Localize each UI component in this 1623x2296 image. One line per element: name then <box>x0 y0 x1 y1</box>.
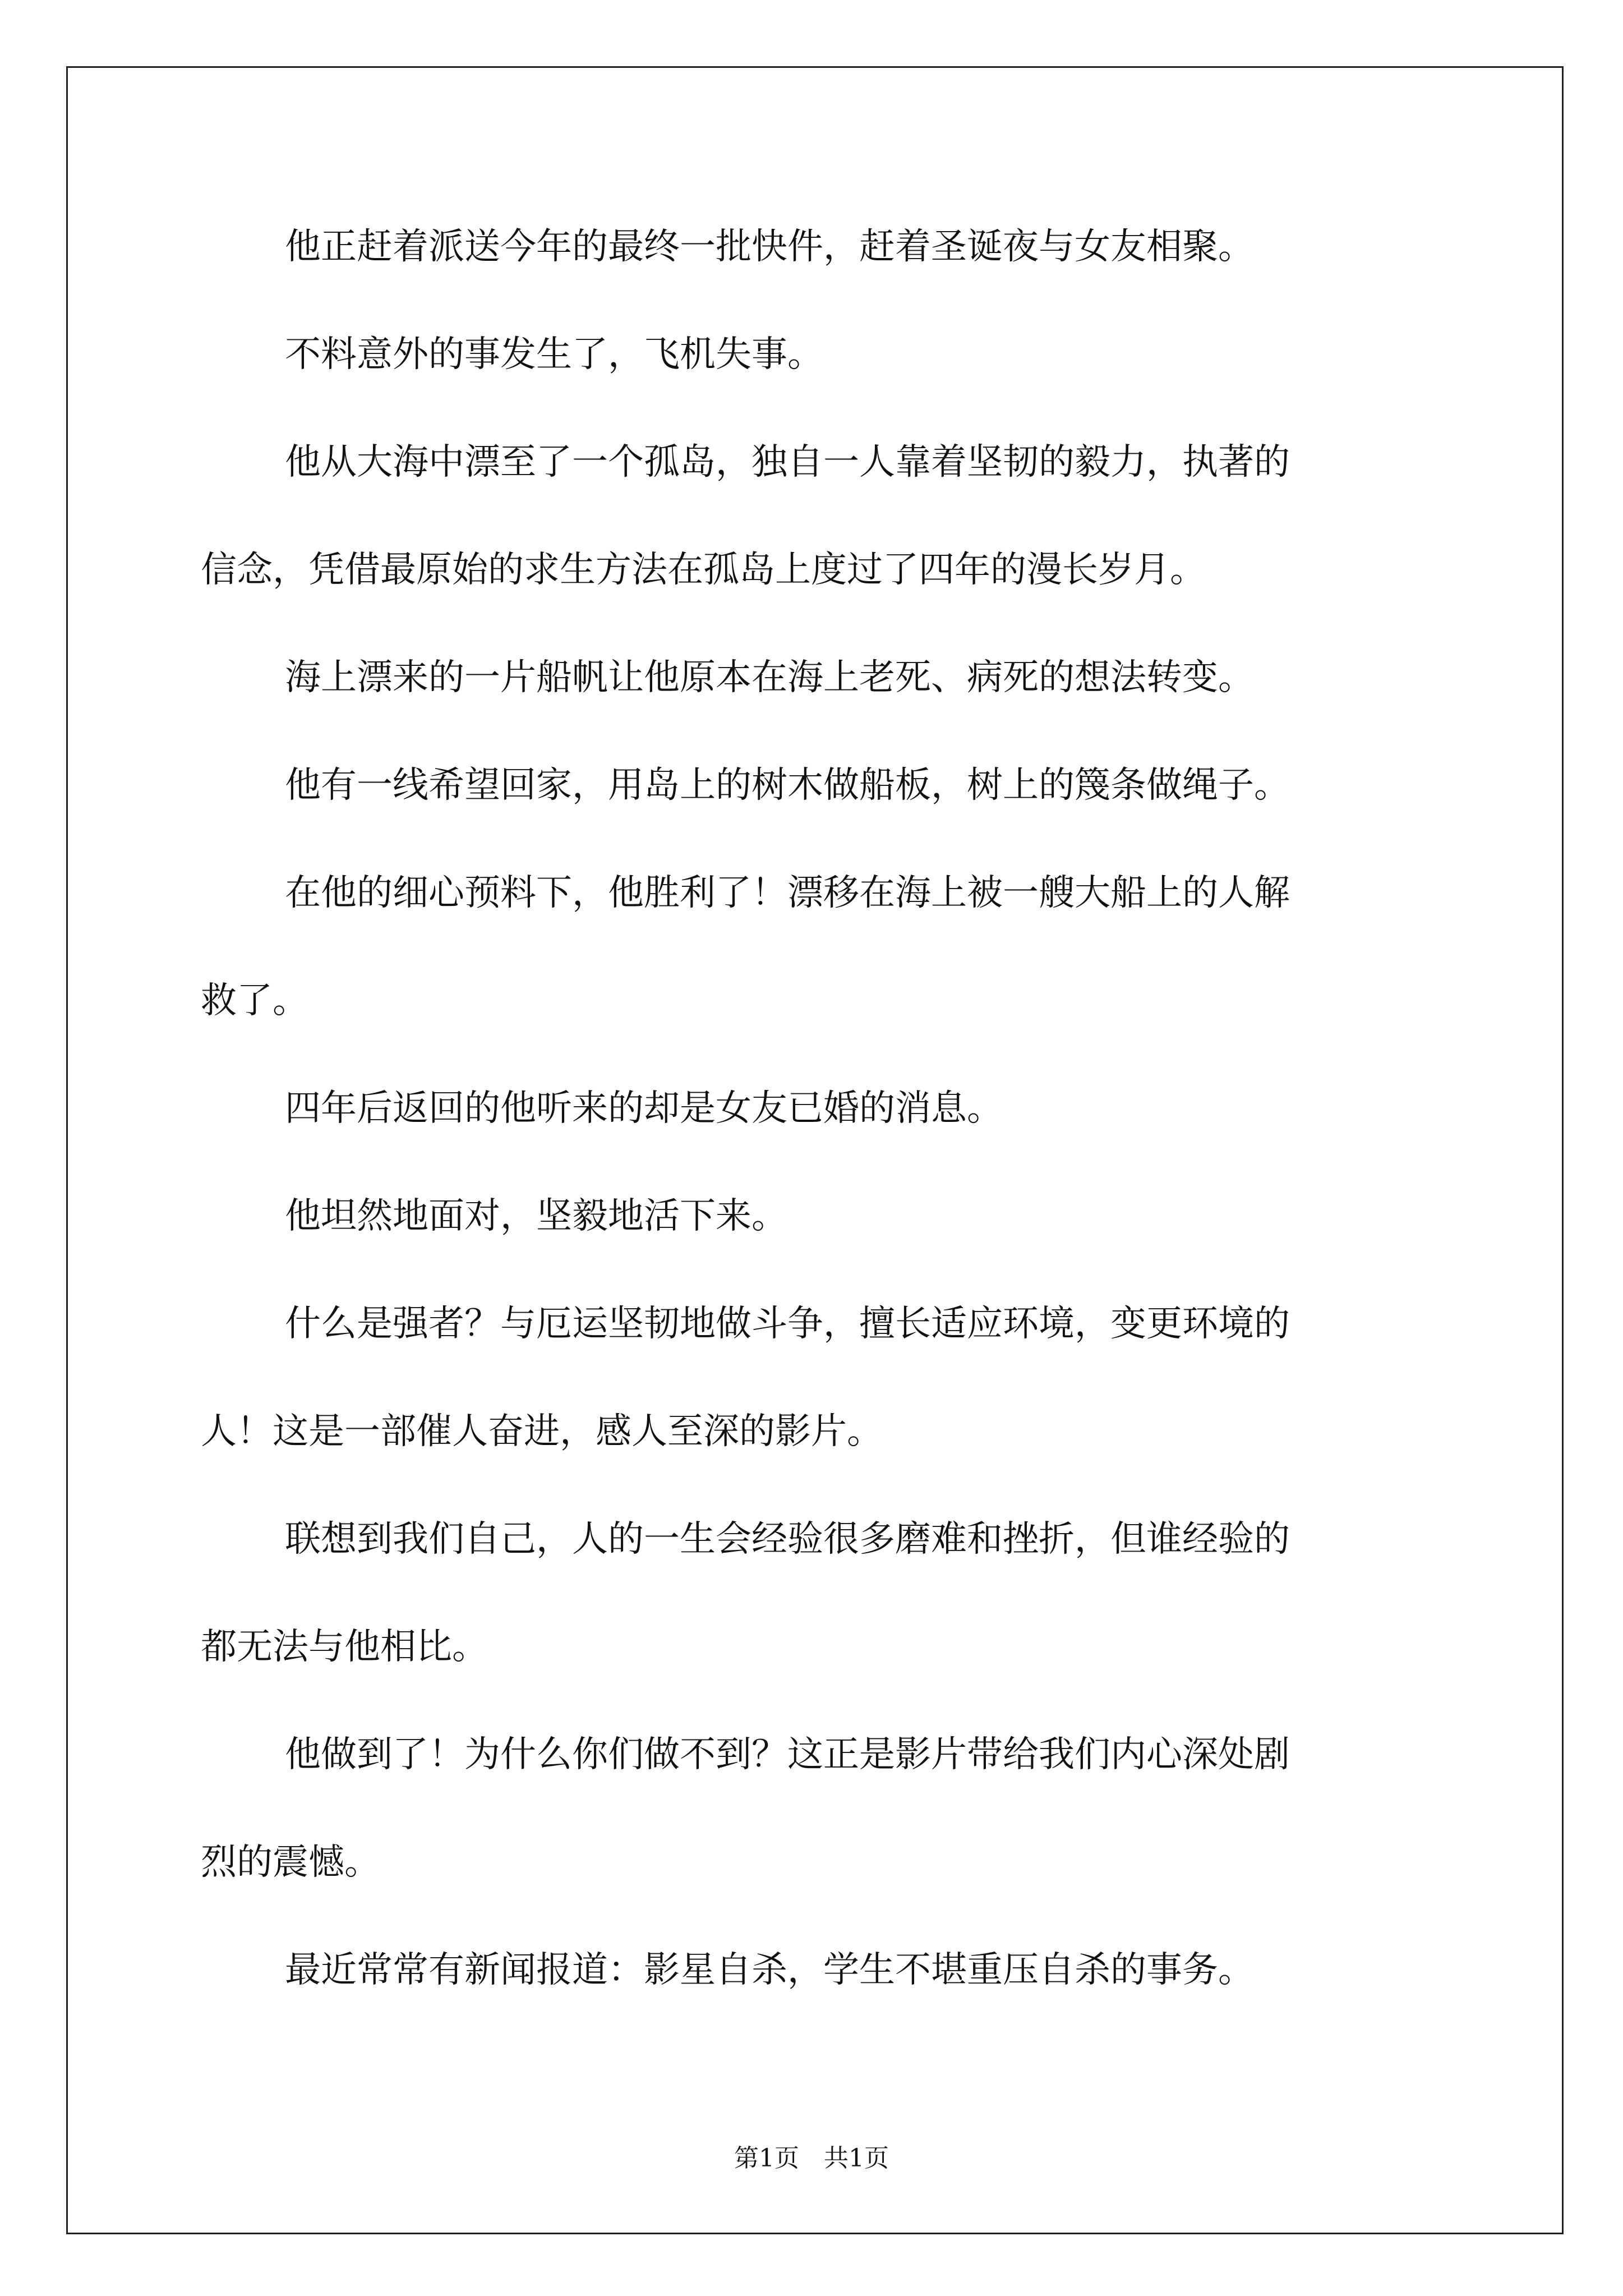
text-line: 他正赶着派送今年的最终一批快件，赶着圣诞夜与女友相聚。 <box>285 226 1254 268</box>
text-line: 不料意外的事发生了，飞机失事。 <box>285 334 823 375</box>
page-border <box>66 66 1564 2234</box>
text-line: 联想到我们自己，人的一生会经验很多磨难和挫折，但谁经验的 <box>285 1519 1290 1560</box>
text-line: 在他的细心预料下，他胜利了！漂移在海上被一艘大船上的人解 <box>285 872 1290 914</box>
text-line: 他有一线希望回家，用岛上的树木做船板，树上的篾条做绳子。 <box>285 765 1290 806</box>
text-line: 四年后返回的他听来的却是女友已婚的消息。 <box>285 1088 1003 1129</box>
text-line: 最近常常有新闻报道：影星自杀，学生不堪重压自杀的事务。 <box>285 1949 1254 1991</box>
text-line: 他从大海中漂至了一个孤岛，独自一人靠着坚韧的毅力，执著的 <box>285 441 1290 483</box>
page-footer: 第1页 共1页 <box>734 2144 889 2173</box>
text-line: 信念，凭借最原始的求生方法在孤岛上度过了四年的漫长岁月。 <box>201 549 1206 591</box>
text-line: 人！这是一部催人奋进，感人至深的影片。 <box>201 1411 883 1452</box>
text-line: 都无法与他相比。 <box>201 1626 488 1668</box>
text-line: 什么是强者？与厄运坚韧地做斗争，擅长适应环境，变更环境的 <box>285 1303 1290 1345</box>
text-line: 救了。 <box>201 980 308 1022</box>
text-line: 他做到了！为什么你们做不到？这正是影片带给我们内心深处剧 <box>285 1734 1290 1775</box>
text-line: 他坦然地面对，坚毅地活下来。 <box>285 1195 787 1237</box>
text-line: 海上漂来的一片船帆让他原本在海上老死、病死的想法转变。 <box>285 657 1254 698</box>
text-line: 烈的震憾。 <box>201 1842 380 1883</box>
